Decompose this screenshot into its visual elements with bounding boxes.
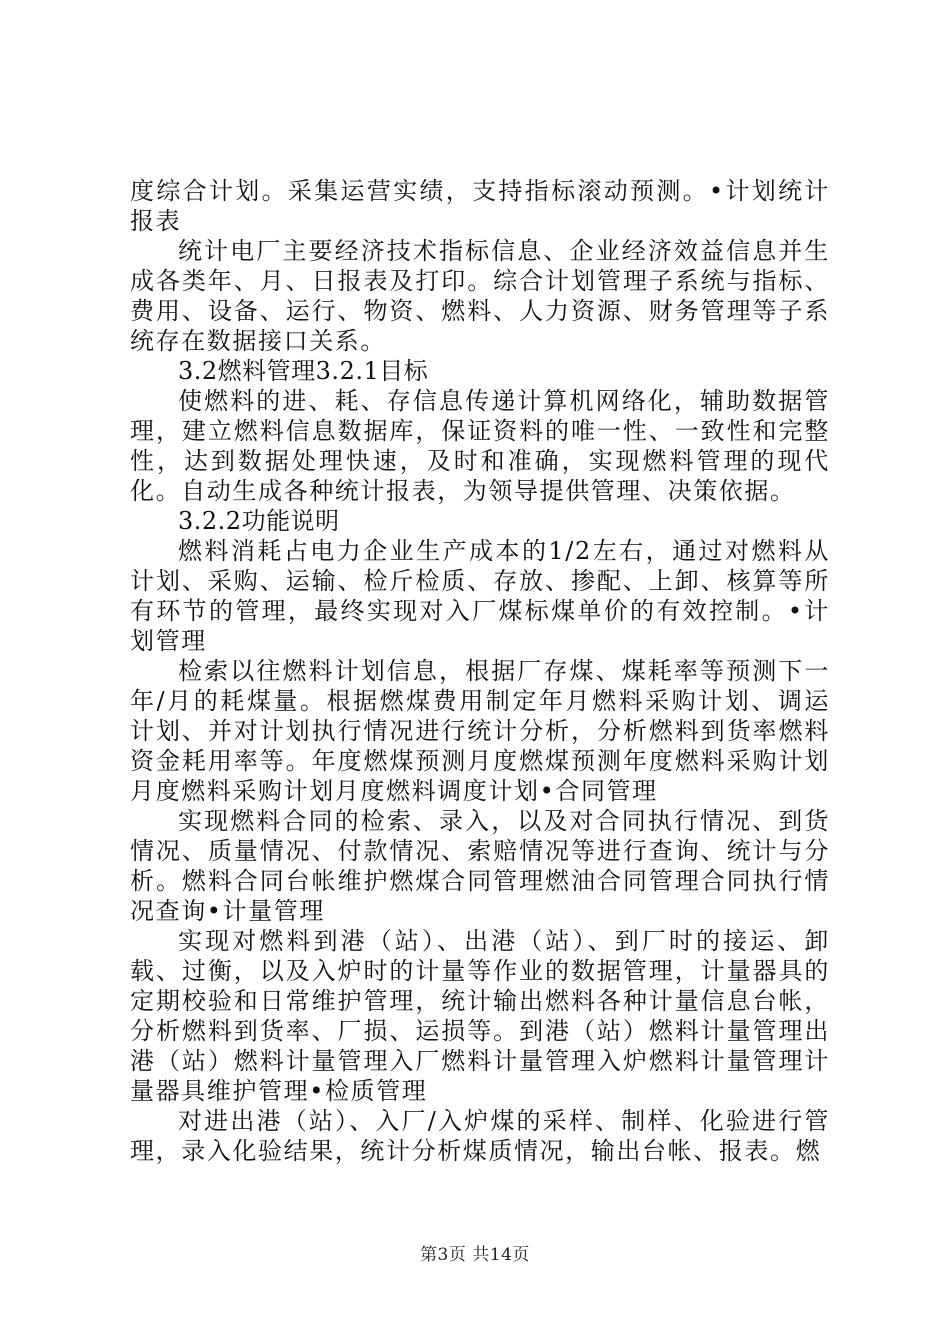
paragraph-8: 对进出港（站）、入厂/入炉煤的采样、制样、化验进行管理，录入化验结果，统计分析煤质情况，输出台帐、报表。燃 [130,1107,830,1165]
paragraph-6: 实现燃料合同的检索、录入，以及对合同执行情况、到货情况、质量情况、付款情况、索赔情况等进行查询、统计与分析。燃料合同台帐维护燃煤合同管理燃油合同管理合同执行情况查询•计量管理 [130,807,830,925]
document-body [130,176,830,1166]
section-heading-3-2-2: 3.2.2功能说明 [178,507,340,535]
page-footer [0,1244,950,1266]
section-heading-3-2: 3.2燃料管理3.2.1目标 [178,357,429,385]
paragraph-4: 燃料消耗占电力企业生产成本的1/2左右，通过对燃料从计划、采购、运输、检斤检质、存放、掺配、上卸、核算等所有环节的管理，最终实现对入厂煤标煤单价的有效控制。•计划管理 [130,537,830,655]
paragraph-2: 统计电厂主要经济技术指标信息、企业经济效益信息并生成各类年、月、日报表及打印。综合计划管理子系统与指标、费用、设备、运行、物资、燃料、人力资源、财务管理等子系统存在数据接口关系。 [130,237,830,355]
paragraph-1: 度综合计划。采集运营实绩，支持指标滚动预测。•计划统计报表 [130,177,830,235]
paragraph-5: 检索以往燃料计划信息，根据厂存煤、煤耗率等预测下一年/月的耗煤量。根据燃煤费用制定年月燃料采购计划、调运计划、并对计划执行情况进行统计分析，分析燃料到货率燃料资金耗用率等。年度燃煤预测月度燃煤预测年度燃料采购计划月度燃料采购计划月度燃料调度计划•合同管理 [130,657,830,805]
paragraph-7: 实现对燃料到港（站）、出港（站）、到厂时的接运、卸载、过衡，以及入炉时的计量等作业的数据管理，计量器具的定期校验和日常维护管理，统计输出燃料各种计量信息台帐，分析燃料到货率、厂损、运损等。到港（站）燃料计量管理出港（站）燃料计量管理入厂燃料计量管理入炉燃料计量管理计量器具维护管理•检质管理 [130,927,830,1105]
page-number-label: 第3页 共14页 [420,1245,530,1265]
paragraph-3: 使燃料的进、耗、存信息传递计算机网络化，辅助数据管理，建立燃料信息数据库，保证资料的唯一性、一致性和完整性，达到数据处理快速，及时和准确，实现燃料管理的现代化。自动生成各种统计报表，为领导提供管理、决策依据。 [130,387,830,505]
